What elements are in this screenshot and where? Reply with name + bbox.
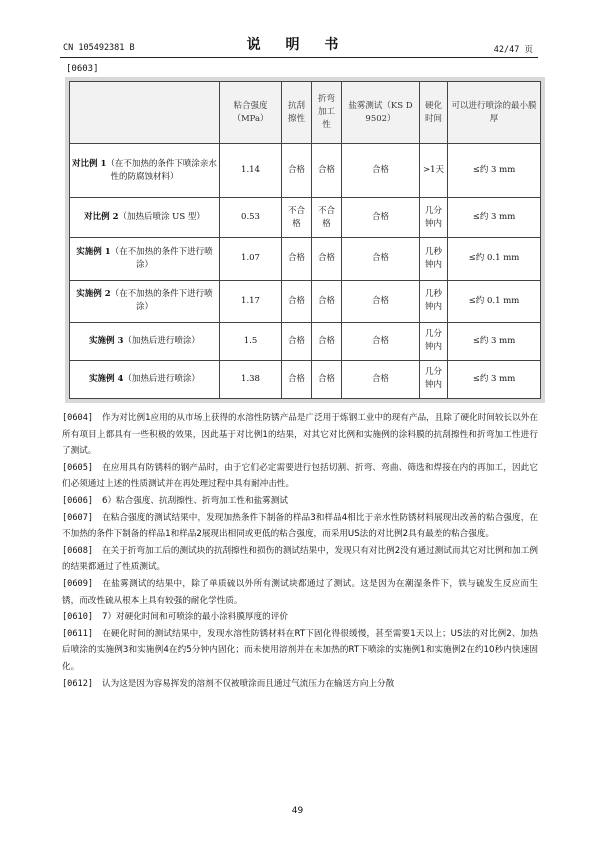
paragraph [62,543,538,576]
body-text [62,410,538,692]
header-page-ratio: 42/47 页 [493,45,533,55]
table-cell: 0.53 [220,198,282,238]
paragraph [62,510,538,543]
table-cell: 合格 [342,198,420,238]
header-patent-number: CN 105492381 B [63,43,135,53]
paragraph [62,493,538,510]
paragraph-number: [0607] [62,512,94,523]
table-cell: 合格 [282,360,312,398]
section-heading: 7）对硬化时间和可喷涂的最小涂料膜厚度的评价 [102,612,288,623]
table-cell: ≤约 3 mm [448,144,541,198]
table-cell: ≤约 3 mm [448,360,541,398]
table-header-cell: 粘合强度（MPa） [220,82,282,144]
paragraph-number: [0608] [62,545,94,556]
table-cell: >1天 [420,144,448,198]
table-cell: 几秒钟内 [420,280,448,322]
table-row [70,280,541,322]
table-row [70,360,541,398]
table-cell: 合格 [282,322,312,360]
table-row [70,198,541,238]
table-cell: 不合格 [312,198,342,238]
row-label [70,360,220,398]
row-label-condition: （在不加热的条件下进行喷涂） [110,289,213,313]
table-cell: 合格 [312,322,342,360]
page-number: 49 [291,806,304,816]
table-header-cell: 可以进行喷涂的最小膜厚 [448,82,541,144]
table-cell: ≤约 3 mm [448,322,541,360]
table-cell: 合格 [342,360,420,398]
paragraph-number: [0611] [62,628,94,639]
paragraph [62,609,538,626]
table-cell: 1.07 [220,238,282,280]
table-cell: 1.5 [220,322,282,360]
paragraph-text: 在粘合强度的测试结果中，发现加热条件下制备的样品3和样品4相比于亲水性防锈材料展现出改善的粘合强度，在不加热的条件下制备的样品1和样品2展现出相同或更低的粘合强度，而采用US法的对比例2具有最差的粘合强度。 [62,512,538,540]
paragraph-number: [0606] [62,495,94,506]
paragraph-number: [0612] [62,678,94,689]
row-label-name: 实施例 4 [89,373,124,384]
table-cell: 不合格 [282,198,312,238]
results-table [69,81,541,399]
table-row [70,238,541,280]
paragraph-text: 在硬化时间的测试结果中，发现水溶性防锈材料在RT下固化得很缓慢，甚至需要1天以上；US法的对比例2、加热后喷涂的实施例3和实施例4在约5分钟内固化；而未使用溶剂并在未加热的RT下喷涂的实施例1和实施例2在约10秒内快速固化。 [62,628,538,672]
table-cell: ≤约 0.1 mm [448,280,541,322]
paragraph-text: 在盐雾测试的结果中，除了单质硫以外所有测试块都通过了测试。这是因为在潮湿条件下，铁与硫发生反应而生锈，而改性硫从根本上具有较强的耐化学性质。 [62,578,538,606]
paragraph-text: 在关于折弯加工后的测试块的抗刮擦性和损伤的测试结果中，发现只有对比例2没有通过测试而其它对比例和加工例的结果都通过了性质测试。 [62,545,538,573]
page-title: 说 明 书 [246,37,349,53]
table-row [70,322,541,360]
table-cell: 合格 [342,144,420,198]
table-header-cell: 抗刮擦性 [282,82,312,144]
table-header-cell [70,82,220,144]
row-label-name: 实施例 1 [76,246,111,257]
row-label-name: 对比例 1 [72,158,107,169]
row-label-condition: （加热后进行喷涂） [123,335,200,346]
row-label-name: 实施例 3 [89,335,124,346]
table-image-frame [65,77,545,403]
table-cell: 几秒钟内 [420,238,448,280]
table-cell: 合格 [342,238,420,280]
table-cell: 合格 [282,144,312,198]
header-rule [60,57,538,58]
paragraph-number: [0605] [62,462,94,473]
table-row [70,144,541,198]
paragraph [62,460,538,493]
table-cell: 合格 [342,322,420,360]
table-cell: 合格 [342,280,420,322]
paragraph-number: [0604] [62,413,94,423]
paragraph-number: [0609] [62,578,94,589]
table-cell: 合格 [282,238,312,280]
row-label-condition: （在不加热的条件下喷涂亲水性的防腐蚀材料） [106,158,217,182]
table-cell: 合格 [312,144,342,198]
row-label [70,280,220,322]
paragraph [62,410,538,460]
table-cell: 几分钟内 [420,360,448,398]
paragraph [62,626,538,676]
table-cell: 合格 [282,280,312,322]
paragraph-text: 在应用具有防锈料的钢产品时，由于它们必定需要进行包括切割、折弯、弯曲、筛选和焊接在内的再加工，因此它们必须通过上述的性质测试并在再处理过程中具有耐冲击性。 [62,462,538,490]
paragraph-number-0603: [0603] [66,64,99,74]
table-header-cell: 硬化时间 [420,82,448,144]
row-label-condition: （加热后进行喷涂） [123,373,200,384]
table-cell: 几分钟内 [420,322,448,360]
table-cell: 合格 [312,238,342,280]
section-heading: 6）粘合强度、抗刮擦性、折弯加工性和盐雾测试 [102,495,288,506]
row-label [70,238,220,280]
table-header-cell: 折弯加工性 [312,82,342,144]
row-label-condition: （在不加热的条件下进行喷涂） [110,246,213,270]
table-cell: 几分钟内 [420,198,448,238]
row-label [70,322,220,360]
paragraph-text: 认为这是因为容易挥发的溶剂不仅被喷涂而且通过气流压力在输送方向上分散 [102,678,395,689]
table-cell: 合格 [312,280,342,322]
table-cell: 1.17 [220,280,282,322]
table-cell: 合格 [312,360,342,398]
row-label-name: 实施例 2 [76,289,111,300]
table-cell: ≤约 0.1 mm [448,238,541,280]
paragraph [62,576,538,609]
table-cell: 1.14 [220,144,282,198]
table-header-cell: 盐雾测试（KS D 9502） [342,82,420,144]
paragraph-number: [0610] [62,612,94,623]
row-label-name: 对比例 2 [84,212,119,223]
paragraph [62,676,538,693]
row-label-condition: （加热后喷涂 US 型） [118,212,205,223]
row-label [70,198,220,238]
table-cell: 1.38 [220,360,282,398]
paragraph-text: 作为对比例1应用的从市场上获得的水溶性防锈产品是广泛用于炼钢工业中的现有产品，且除了硬化时间较长以外在所有项目上都具有一些积极的效果，因此基于对比例1的结果，对其它对比例和实施例的涂料膜的抗刮擦性和折弯加工性进行了测试。 [62,413,538,457]
table-cell: ≤约 3 mm [448,198,541,238]
row-label [70,144,220,198]
